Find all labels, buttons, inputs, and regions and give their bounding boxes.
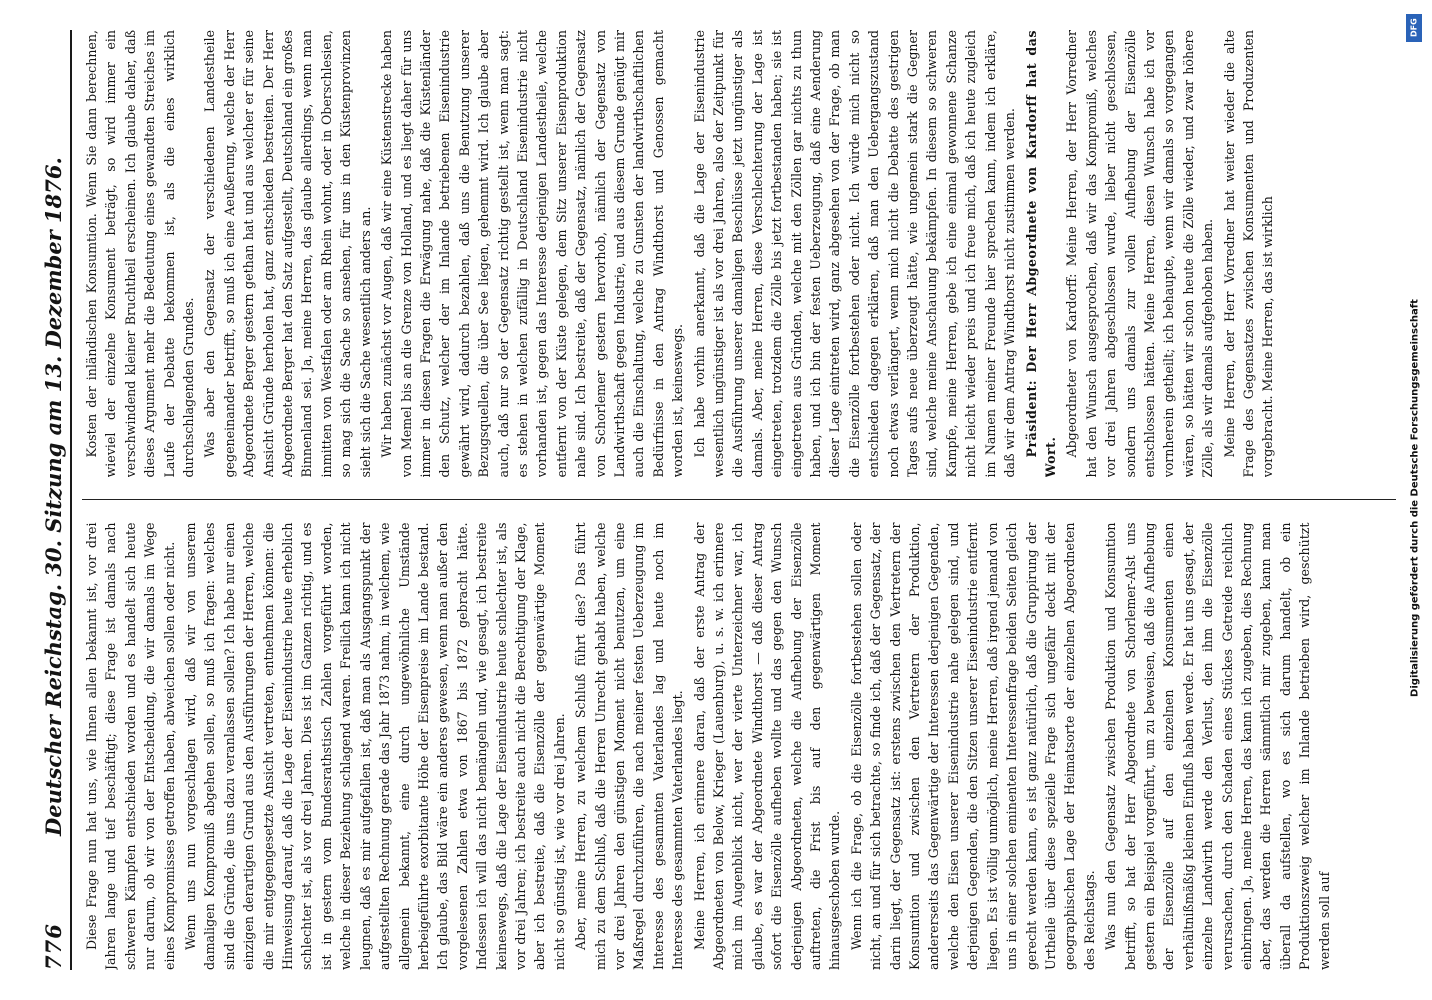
- running-title: Deutscher Reichstag. 30. Sitzung am 13. Dezember 1876.: [40, 157, 66, 836]
- rotated-page-content: [36, 30, 1396, 970]
- dfg-logo-icon: DFG: [1406, 14, 1422, 42]
- column-divider: [82, 500, 1396, 501]
- stamp-text: Digitalisierung gefördert durch die Deutsche Forschungsgemeinschaft: [1409, 299, 1421, 697]
- paragraph: Was aber den Gegensatz der verschiedenen Landestheile gegeneinander betrifft, so muß ich eine Aeußerung, welche der Herr Abgeordnete Berger gestern gethan hat und aus welcher er für seine Ansicht Gründe herholen hat, ganz entschieden bestreiten. Der Herr Abgeordnete Berger hat den Satz aufgestellt, Deutschland ein großes Binnenland sei. Ja, meine Herren, das glaube allerdings, wenn man inmitten von Westfalen oder am Rhein wohnt, oder in Oberschlesien, so mag sich die Sache so ansehen, für uns in den Küstenprovinzen sieht sich die Sache wesentlich anders an.: [202, 30, 373, 478]
- paragraph: Abgeordneter von Kardorff: Meine Herren, der Herr Vorredner hat den Wunsch ausgesprochen, daß wir das Kompromiß, welches vor drei Jahren abgeschlossen wurde, lieber nicht geschlossen, sondern uns damals zur vollen Aufhebung der Eisenzölle entschlossen hätten. Meine Herren, diesen Wunsch habe ich vor vornherein getheilt; ich behaupte, wenn wir damals so vorgegangen wären, so hätten wir schon heute die Zölle wieder, und zwar höhere Zölle, als wir damals aufgehoben haben.: [1064, 30, 1216, 478]
- paragraph: Diese Frage nun hat uns, wie Ihnen allen bekannt ist, vor drei Jahren lange und tief beschäftigt; diese Frage ist damals nach schweren Kämpfen entschieden worden und es handelt sich heute nur darum, ob wir von der Entscheidung, die wir damals im Wege eines Kompromisses getroffen haben, abweichen sollen oder nicht.: [84, 522, 177, 970]
- paragraph: Wenn ich die Frage, ob die Eisenzölle fortbestehen sollen oder nicht, an und für sich betrachte, so finde ich, daß der Gegensatz, der darin liegt, der Gegensatz ist: erstens zwischen den Vertretern der Konsumtion und zwischen den Vertretern der Produktion, andererseits das Gegenwärtige der Interessen derjenigen Gegenden, welche den Eisen unserer Eisenindustrie nahe gelegen sind, und derjenigen Gegenden, die den Sitzen unserer Eisenindustrie entfernt liegen. Es ist völlig unmöglich, meine Herren, daß irgend jemand von uns in einer solchen eminenten Interessenfrage beiden Seiten gleich gerecht werden kann, es ist ganz natürlich, daß die Gruppirung der Urtheile über diese spezielle Frage sich ungefähr deckt mit der geographischen Lage der Heimatsorte der einzelnen Abgeordneten des Reichstags.: [848, 522, 1097, 970]
- column-left: [82, 523, 1396, 971]
- paragraph: Meine Herren, der Herr Vorredner hat weiter wieder die alte Frage des Gegensatzes zwischen Konsumenten und Produzenten vorgebracht. Meine Herren, das ist wirklich: [1221, 30, 1276, 478]
- digitization-stamp: [1404, 10, 1426, 986]
- text-columns: [82, 30, 1396, 970]
- paragraph: Wir haben zunächst vor Augen, daß wir eine Küstenstrecke haben von Memel bis an die Grenze von Holland, und es liegt daher für uns immer in diesen Fragen die Erwägung nahe, daß die Küstenländer den Schutz, welcher der im Inlande betriebenen Eisenindustrie gewährt wird, dadurch bezahlen, daß uns die Benutzung unserer Bezugsquellen, die über See liegen, gehemmt wird. Ich glaube aber auch, daß nur so der Gegensatz richtig gestellt ist, wenn man sagt: es stehen in welchen zufällig in Deutschland Eisenindustrie nicht vorhanden ist, gegen das Interesse derjenigen Landestheile, welche entfernt von der Küste gelegen, dem Sitz unserer Eisenproduktion nahe sind. Ich bestreite, daß der Gegensatz, nämlich der Gegensatz von Schorlemer gestern hervorhob, nämlich der Gegensatz von Landwirthschaft gegen Industrie, und aus diesem Grunde genügt mir auch die Einschaltung, welche zu Gunsten der landwirthschaftlichen Bedürfnisse in den Antrag Windthorst und Genossen gemacht worden ist, keineswegs.: [379, 30, 686, 478]
- paragraph: Wenn uns nun vorgeschlagen wird, daß wir von unserem damaligen Kompromiß abgehen sollen, so muß ich fragen: welches sind die Gründe, die uns dazu veranlassen sollen? Ich habe nur einen einzigen derartigen Grund aus den Ausführungen der Herren, welche die mir entgegengesetzte Ansicht vertreten, entnehmen können: die Hinweisung darauf, daß die Lage der Eisenindustrie heute erheblich schlechter ist, als vor drei Jahren. Dies ist im Ganzen richtig, und es ist in gestern vom Bundesrathstisch Zahlen vorgeführt worden, welche in dieser Beziehung schlagend waren. Freilich kann ich nicht leugnen, daß es mir aufgefallen ist, daß man als Ausgangspunkt der aufgestellten Rechnung gerade das Jahr 1873 nahm, in welchem, wie allgemein bekannt, eine durch ungewöhnliche Umstände herbeigeführte exorbitante Höhe der Eisenpreise im Lande bestand. Ich glaube, das Bild wäre ein anderes gewesen, wenn man außer den vorgelesenen Zahlen etwa von 1867 bis 1872 gebracht hätte. Indessen ich will das nicht bemängeln und, wie gesagt, ich bestreite keineswegs, daß die Lage der Eisenindustrie heute schlechter ist, als vor drei Jahren; ich bestreite auch nicht die Berechtigung der Klage, aber ich bestreite, daß die Eisenzölle der gegenwärtige Moment nicht so günstig ist, wie vor drei Jahren.: [183, 522, 567, 970]
- page-number: 776: [40, 923, 66, 970]
- speaker-line: Präsident: Der Herr Abgeordnete von Kardorff hat das Wort.: [1023, 30, 1058, 478]
- paragraph: Was nun den Gegensatz zwischen Produktion und Konsumtion betrifft, so hat der Herr Abgeordnete von Schorlemer-Alst uns gestern ein Beispiel vorgeführt, um zu beweisen, daß die Aufhebung der Eisenzölle auf den einzelnen Konsumenten einen verhältnißmäßig kleinen Einfluß haben werde. Er hat uns gesagt, der einzelne Landwirth werde den Verlust, den ihm die Eisenzölle verursachen, durch den Schaden eines Stückes Getreide reichlich einbringen. Ja, meine Herren, das kann ich zugeben, dies Rechnung aber, das werden die Herren sämmtlich mir zugeben, kann man überall da aufstellen, wo es sich darum handelt, ob ein Produktionszweig welcher im Inlande betrieben wird, geschützt werden soll auf: [1103, 522, 1332, 970]
- column-right: [82, 30, 1396, 478]
- paragraph: Aber, meine Herren, zu welchem Schluß führt dies? Das führt mich zu dem Schluß, daß die Herren Unrecht gehabt haben, welche vor drei Jahren den günstigen Moment nicht benutzen, um eine Maßregel durchzuführen, die nach meiner festen Ueberzeugung im Interesse des gesammten Vaterlandes lag und heute noch im Interesse des gesammten Vaterlandes liegt.: [573, 522, 686, 970]
- paragraph: Kosten der inländischen Konsumtion. Wenn Sie dann berechnen, wieviel der einzelne Konsument beträgt, so wird immer ein verschwindend kleiner Bruchtheil erscheinen. Ich glaube daher, daß dieses Argument mehr die Bedeutung eines gewandten Streiches im Laufe der Debatte bekommen ist, als die eines wirklich durchschlagenden Grundes.: [84, 30, 197, 478]
- paragraph: Ich habe vorhin anerkannt, daß die Lage der Eisenindustrie wesentlich ungünstiger ist als vor drei Jahren, also der Zeitpunkt für die Ausführung unserer damaligen Beschlüsse jetzt ungünstiger als damals. Aber, meine Herren, diese Verschlechterung der Lage ist eingetreten, trotzdem die Zölle bis jetzt fortbestanden haben; sie ist eingetreten aus Gründen, welche mit den Zöllen gar nichts zu thun haben, und ich bin der festen Ueberzeugung, daß eine Aenderung dieser Lage eintreten wird, ganz abgesehen von der Frage, ob man die Eisenzölle fortbestehen oder nicht. Ich würde mich nicht so entschieden dagegen erklären, daß man den Uebergangszustand noch etwas verlängert, wenn mich nicht die Debatte des gestrigen Tages aufs neue überzeugt hätte, wie ungemein stark die Gegner sind, welche meine Anschauung bekämpfen. In diesem so schweren Kampfe, meine Herren, gebe ich eine einmal gewonnene Schanze nicht leicht wieder preis und ich freue mich, daß ich heute zugleich im Namen meiner Freunde hier sprechen kann, indem ich erkläre, daß wir dem Antrag Windthorst nicht zustimmen werden.: [691, 30, 1018, 478]
- page-header: [36, 30, 72, 970]
- paragraph: Meine Herren, ich erinnere daran, daß der erste Antrag der Abgeordneten von Below, Krieger (Lauenburg), u. s. w. ich erinnere mich im Augenblick nicht, wer der vierte Unterzeichner war, ich glaube, es war der Abgeordnete Windthorst — daß dieser Antrag sofort die Eisenzölle aufheben wollte und das gegen den Wunsch derjenigen Abgeordneten, welche die Aufhebung der Eisenzölle auftreten, die Frist bis auf den gegenwärtigen Moment hinausgeschoben wurde.: [691, 522, 843, 970]
